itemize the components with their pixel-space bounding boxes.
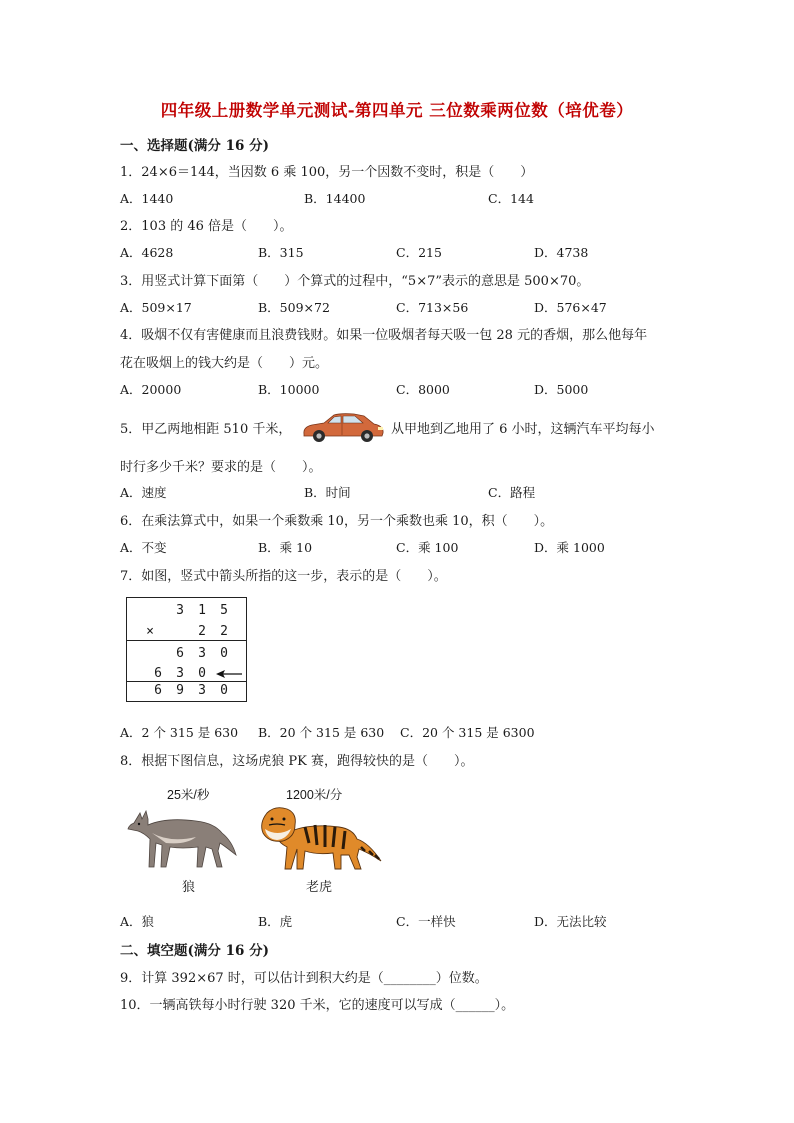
q8-option-b[interactable]: B．虎 (258, 914, 293, 929)
q5-option-a[interactable]: A．速度 (120, 485, 167, 500)
question-4-text-line2: 花在吸烟上的钱大约是（ ）元。 (120, 356, 329, 371)
tiger-name: 老虎 (306, 880, 333, 895)
digit: 5 (220, 603, 228, 618)
q1-option-b[interactable]: B．14400 (304, 191, 366, 206)
q2-option-c[interactable]: C．215 (396, 245, 442, 260)
multiply-sign: × (146, 624, 154, 639)
q4-option-d[interactable]: D．5000 (534, 382, 589, 397)
section-heading-fill-blank: 二、填空题(满分 16 分) (120, 943, 269, 959)
q4-option-a[interactable]: A．20000 (120, 382, 182, 397)
q2-option-d[interactable]: D．4738 (534, 245, 589, 260)
question-7-text: 7．如图，竖式中箭头所指的这一步，表示的是（ ）。 (120, 569, 447, 584)
q2-option-a[interactable]: A．4628 (120, 245, 174, 260)
wolf-speed-label: 25米/秒 (167, 788, 210, 802)
q3-option-a[interactable]: A．509×17 (120, 300, 192, 315)
page-title: 四年级上册数学单元测试-第四单元 三位数乘两位数（培优卷） (160, 101, 634, 120)
digit: 0 (220, 646, 228, 661)
section-heading-choice: 一、选择题(满分 16 分) (120, 138, 269, 154)
wolf-image (126, 803, 238, 869)
q2-option-b[interactable]: B．315 (258, 245, 304, 260)
q6-option-c[interactable]: C．乘 100 (396, 540, 459, 555)
vertical-multiplication (126, 597, 247, 702)
digit: 3 (176, 666, 184, 681)
digit: 6 (154, 666, 162, 681)
q3-option-d[interactable]: D．576×47 (534, 300, 607, 315)
q5-option-c[interactable]: C．路程 (488, 485, 536, 500)
question-3-text: 3．用竖式计算下面第（ ）个算式的过程中，“5×7”表示的意思是 500×70。 (120, 274, 590, 289)
question-8-text: 8．根据下图信息，这场虎狼 PK 赛，跑得较快的是（ ）。 (120, 754, 474, 769)
product-row (127, 678, 246, 704)
q6-option-b[interactable]: B．乘 10 (258, 540, 313, 555)
digit: 3 (198, 646, 206, 661)
question-6-text: 6．在乘法算式中，如果一个乘数乘 10，另一个乘数也乘 10，积（ ）。 (120, 514, 554, 529)
tiger-speed-label: 1200米/分 (286, 788, 343, 802)
wolf-name: 狼 (182, 880, 196, 895)
q8-option-c[interactable]: C．一样快 (396, 914, 456, 929)
q7-option-b[interactable]: B．20 个 315 是 630 (258, 725, 385, 740)
tiger-image (257, 803, 382, 873)
q7-option-c[interactable]: C．20 个 315 是 6300 (400, 725, 535, 740)
q6-option-a[interactable]: A．不变 (120, 540, 167, 555)
question-2-text: 2．103 的 46 倍是（ ）。 (120, 219, 293, 234)
q5-option-b[interactable]: B．时间 (304, 485, 351, 500)
digit: 2 (198, 624, 206, 639)
q8-option-a[interactable]: A．狼 (120, 914, 155, 929)
q4-option-b[interactable]: B．10000 (258, 382, 320, 397)
question-1-text: 1．24×6＝144，当因数 6 乘 100，另一个因数不变时，积是（ ） (120, 165, 534, 180)
question-5-text-part2: 从甲地到乙地用了 6 小时，这辆汽车平均每小 (391, 422, 655, 437)
digit: 3 (198, 683, 206, 698)
question-9-text: 9．计算 392×67 时，可以估计到积大约是（________）位数。 (120, 971, 488, 986)
q3-option-b[interactable]: B．509×72 (258, 300, 330, 315)
digit: 2 (220, 624, 228, 639)
q8-option-d[interactable]: D．无法比较 (534, 914, 607, 929)
q6-option-d[interactable]: D．乘 1000 (534, 540, 605, 555)
question-4-text-line1: 4．吸烟不仅有害健康而且浪费钱财。如果一位吸烟者每天吸一包 28 元的香烟，那么他每年 (120, 328, 648, 343)
car-image (300, 410, 386, 444)
digit: 6 (176, 646, 184, 661)
digit: 0 (198, 666, 206, 681)
q4-option-c[interactable]: C．8000 (396, 382, 450, 397)
question-5-text-line2: 时行多少千米？要求的是（ ）。 (120, 460, 322, 475)
q3-option-c[interactable]: C．713×56 (396, 300, 469, 315)
q7-option-a[interactable]: A．2 个 315 是 630 (120, 725, 239, 740)
q1-option-a[interactable]: A．1440 (120, 191, 174, 206)
digit: 9 (176, 683, 184, 698)
question-10-text: 10．一辆高铁每小时行驶 320 千米，它的速度可以写成（______）。 (120, 998, 515, 1013)
question-5-text-part1: 5．甲乙两地相距 510 千米， (120, 422, 292, 437)
digit: 1 (198, 603, 206, 618)
digit: 3 (176, 603, 184, 618)
digit: 0 (220, 683, 228, 698)
q1-option-c[interactable]: C．144 (488, 191, 534, 206)
digit: 6 (154, 683, 162, 698)
